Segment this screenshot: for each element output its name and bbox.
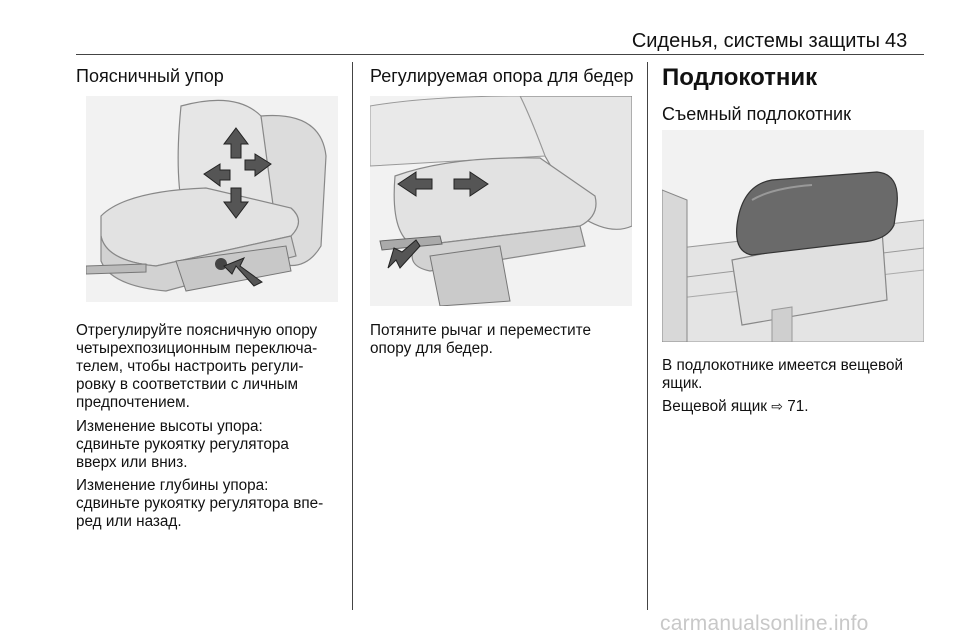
reference-arrow-icon: ⇨ [771,398,783,414]
armrest-reference: Вещевой ящик ⇨ 71. [662,398,809,415]
column-divider [352,62,353,610]
thigh-support-heading: Регулируемая опора для бедер [370,66,634,86]
watermark: carmanualsonline.info [660,612,869,635]
armrest-paragraph: В подлокотнике имеется вещевой ящик. [662,357,904,392]
lumbar-seat-illustration [86,96,338,302]
armrest-illustration [662,130,924,342]
lumbar-paragraph-3: Изменение глубины упора: сдвиньте рукоятку регулятора впе- ред или назад. [76,477,324,530]
removable-armrest-subheading: Съемный подлокотник [662,104,851,124]
page-number: 43 [885,30,908,52]
lumbar-support-heading: Поясничный упор [76,66,224,86]
page-reference-link[interactable]: 71. [787,398,809,415]
thigh-support-paragraph: Потяните рычаг и переместите опору для бедер. [370,322,592,357]
lumbar-paragraph-2: Изменение высоты упора: сдвиньте рукоятку регулятора вверх или вниз. [76,418,289,471]
header-rule [76,54,924,55]
thigh-support-seat-illustration [370,96,632,306]
header-title: Сиденья, системы защиты [631,30,880,52]
lumbar-paragraph-1: Отрегулируйте поясничную опору четырехпозиционным переключа- телем, чтобы настроить регули- ровку в соответствии с личным предпочтением. [76,322,318,411]
armrest-heading: Подлокотник [662,64,818,91]
column-divider [647,62,648,610]
